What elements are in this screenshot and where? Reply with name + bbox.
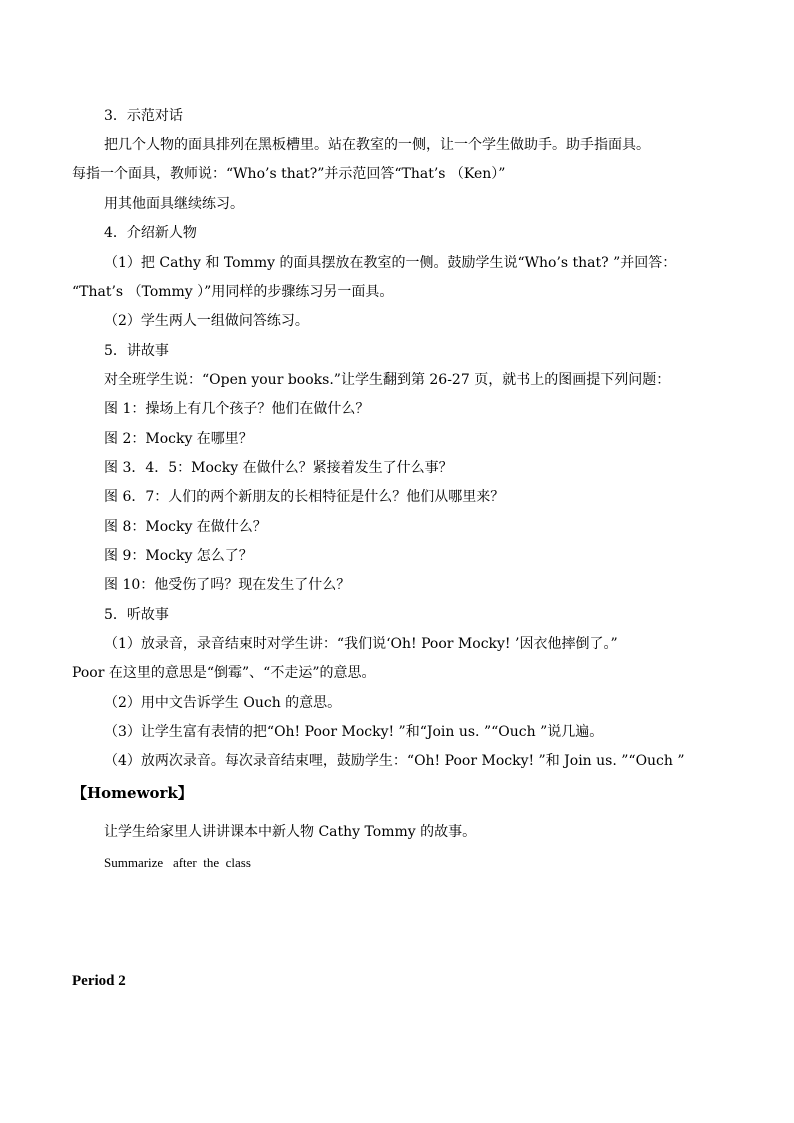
paragraph: （1）放录音，录音结束时对学生讲：“我们说‘Oh! Poor Mocky! ’因衣他摔倒了。” (104, 636, 618, 652)
homework-heading: 【Homework】 (72, 784, 193, 802)
section-listen-title: 5．听故事 (104, 607, 169, 623)
paragraph: 用其他面具继续练习。 (104, 196, 244, 212)
question-item: 图 10：他受伤了吗？现在发生了什么？ (104, 577, 351, 593)
paragraph: （2）用中文告诉学生 Ouch 的意思。 (104, 695, 342, 711)
question-item: 图 6．7：人们的两个新朋友的长相特征是什么？他们从哪里来？ (104, 489, 505, 505)
question-item: 图 8：Mocky 在做什么？ (104, 519, 267, 535)
paragraph: （3）让学生富有表情的把“Oh! Poor Mocky! ”和“Join us. ”“Ouch ”说几遍。 (104, 724, 604, 740)
section-3-title: 3．示范对话 (104, 108, 183, 124)
paragraph: 把几个人物的面具排列在黑板槽里。站在教室的一侧，让一个学生做助手。助手指面具。 (104, 137, 650, 153)
paragraph: Summarize after the class (104, 855, 251, 870)
paragraph: “That’s （Tommy ）”用同样的步骤练习另一面具。 (72, 284, 394, 300)
question-item: 图 9：Mocky 怎么了？ (104, 548, 253, 564)
section-4-title: 4．介绍新人物 (104, 225, 197, 241)
period-heading: Period 2 (72, 973, 126, 989)
paragraph: 让学生给家里人讲讲课本中新人物 Cathy Tommy 的故事。 (104, 824, 477, 840)
question-item: 图 2：Mocky 在哪里？ (104, 431, 253, 447)
paragraph: （4）放两次录音。每次录音结束哩，鼓励学生：“Oh! Poor Mocky! ”和 Join us. ”“Ouch ” (104, 753, 685, 769)
paragraph: （2）学生两人一组做问答练习。 (104, 313, 309, 329)
paragraph: Poor 在这里的意思是“倒霉”、“不走运”的意思。 (72, 665, 376, 681)
paragraph: （1）把 Cathy 和 Tommy 的面具摆放在教室的一侧。鼓励学生说“Who’s that? ”并回答： (104, 255, 677, 271)
question-item: 图 1：操场上有几个孩子？他们在做什么？ (104, 401, 370, 417)
paragraph: 每指一个面具，教师说：“Who’s that?”并示范回答“That’s （Ken）” (72, 166, 506, 182)
question-item: 图 3．4．5：Mocky 在做什么？紧接着发生了什么事？ (104, 460, 453, 476)
paragraph: 对全班学生说：“Open your books.”让学生翻到第 26-27 页，就书上的图画提下列问题： (104, 372, 671, 388)
section-5-title: 5．讲故事 (104, 343, 169, 359)
